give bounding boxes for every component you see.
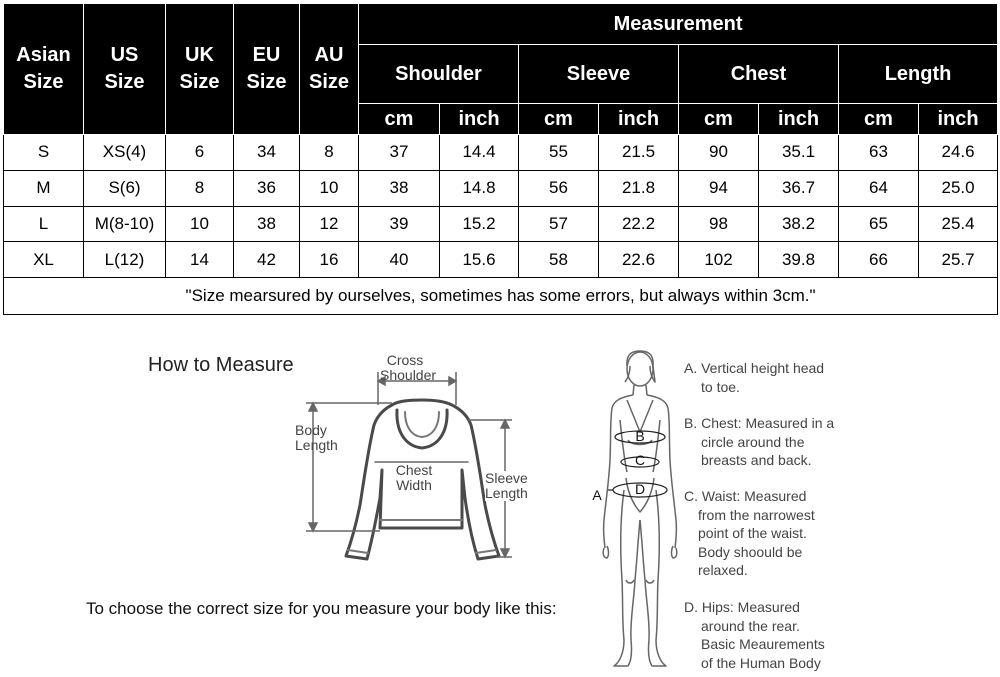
table-cell: 22.2 bbox=[599, 206, 679, 242]
table-cell: 10 bbox=[300, 170, 359, 206]
legend-b: B. Chest: Measured in a circle around the breasts and back. bbox=[684, 415, 835, 468]
header-unit: cm bbox=[359, 104, 440, 135]
header-unit: inch bbox=[599, 104, 679, 135]
header-unit: cm bbox=[519, 104, 599, 135]
table-cell: 8 bbox=[166, 170, 234, 206]
table-cell: 21.8 bbox=[599, 170, 679, 206]
table-cell: 39.8 bbox=[759, 242, 839, 278]
header-asian-size: Asian Size bbox=[4, 4, 84, 135]
size-instruction-text: To choose the correct size for you measure your body like this: bbox=[86, 599, 557, 618]
table-cell: 14.4 bbox=[440, 135, 519, 171]
human-body-figure bbox=[603, 351, 677, 666]
header-sleeve: Sleeve bbox=[519, 45, 679, 104]
size-disclaimer-note: "Size mearsured by ourselves, sometimes has some errors, but always within 3cm." bbox=[4, 278, 998, 315]
how-to-measure-title: How to Measure bbox=[148, 354, 294, 376]
table-cell: 10 bbox=[166, 206, 234, 242]
table-cell: 38 bbox=[234, 206, 300, 242]
table-cell: 25.0 bbox=[919, 170, 998, 206]
table-cell: L(12) bbox=[84, 242, 166, 278]
table-cell: 38.2 bbox=[759, 206, 839, 242]
table-cell: 36 bbox=[234, 170, 300, 206]
table-cell: 42 bbox=[234, 242, 300, 278]
header-au-size: AU Size bbox=[300, 4, 359, 135]
table-cell: S(6) bbox=[84, 170, 166, 206]
table-cell: XS(4) bbox=[84, 135, 166, 171]
legend-d: D. Hips: Measured around the rear. Basic Meaurements of the Human Body bbox=[684, 599, 825, 671]
marker-d: D bbox=[634, 481, 646, 497]
table-cell: 6 bbox=[166, 135, 234, 171]
table-cell: 14 bbox=[166, 242, 234, 278]
table-cell: 36.7 bbox=[759, 170, 839, 206]
marker-c: C bbox=[634, 452, 646, 468]
header-uk-size: UK Size bbox=[166, 4, 234, 135]
table-cell: 38 bbox=[359, 170, 440, 206]
table-cell: L bbox=[4, 206, 84, 242]
table-cell: 24.6 bbox=[919, 135, 998, 171]
legend-a: A. Vertical height head to toe. bbox=[684, 360, 825, 395]
marker-b: B bbox=[635, 428, 645, 444]
table-cell: 57 bbox=[519, 206, 599, 242]
table-cell: 64 bbox=[839, 170, 919, 206]
table-cell: 65 bbox=[839, 206, 919, 242]
table-cell: 37 bbox=[359, 135, 440, 171]
header-shoulder: Shoulder bbox=[359, 45, 519, 104]
table-cell: 40 bbox=[359, 242, 440, 278]
header-eu-size: EU Size bbox=[234, 4, 300, 135]
table-cell: XL bbox=[4, 242, 84, 278]
header-length: Length bbox=[839, 45, 998, 104]
header-us-size: US Size bbox=[84, 4, 166, 135]
table-cell: 55 bbox=[519, 135, 599, 171]
header-unit: inch bbox=[440, 104, 519, 135]
legend-c: C. Waist: Measured from the narrowest point of the waist. Body shoould be relaxed. bbox=[684, 488, 815, 578]
sleeve-length-label: Sleeve Length bbox=[485, 471, 537, 501]
header-measurement: Measurement bbox=[359, 4, 998, 45]
table-cell: 94 bbox=[679, 170, 759, 206]
cross-shoulder-label: Cross Shoulder bbox=[380, 352, 437, 383]
table-cell: 35.1 bbox=[759, 135, 839, 171]
table-cell: 16 bbox=[300, 242, 359, 278]
table-cell: 66 bbox=[839, 242, 919, 278]
table-cell: 15.2 bbox=[440, 206, 519, 242]
table-cell: 15.6 bbox=[440, 242, 519, 278]
header-chest: Chest bbox=[679, 45, 839, 104]
header-unit: cm bbox=[839, 104, 919, 135]
table-cell: 63 bbox=[839, 135, 919, 171]
header-unit: cm bbox=[679, 104, 759, 135]
table-cell: 102 bbox=[679, 242, 759, 278]
header-unit: inch bbox=[759, 104, 839, 135]
table-cell: 90 bbox=[679, 135, 759, 171]
table-cell: M bbox=[4, 170, 84, 206]
table-cell: 39 bbox=[359, 206, 440, 242]
table-cell: 98 bbox=[679, 206, 759, 242]
table-cell: 34 bbox=[234, 135, 300, 171]
header-unit: inch bbox=[919, 104, 998, 135]
table-cell: 25.7 bbox=[919, 242, 998, 278]
table-cell: 21.5 bbox=[599, 135, 679, 171]
body-markers bbox=[592, 428, 645, 503]
table-cell: M(8-10) bbox=[84, 206, 166, 242]
table-cell: 56 bbox=[519, 170, 599, 206]
table-cell: 8 bbox=[300, 135, 359, 171]
table-cell: 22.6 bbox=[599, 242, 679, 278]
marker-a: A bbox=[592, 487, 602, 503]
chest-width-label: Chest Width bbox=[389, 463, 439, 493]
table-cell: 25.4 bbox=[919, 206, 998, 242]
table-cell: 14.8 bbox=[440, 170, 519, 206]
body-length-label: Body Length bbox=[295, 422, 338, 453]
table-cell: 12 bbox=[300, 206, 359, 242]
table-cell: 58 bbox=[519, 242, 599, 278]
table-cell: S bbox=[4, 135, 84, 171]
